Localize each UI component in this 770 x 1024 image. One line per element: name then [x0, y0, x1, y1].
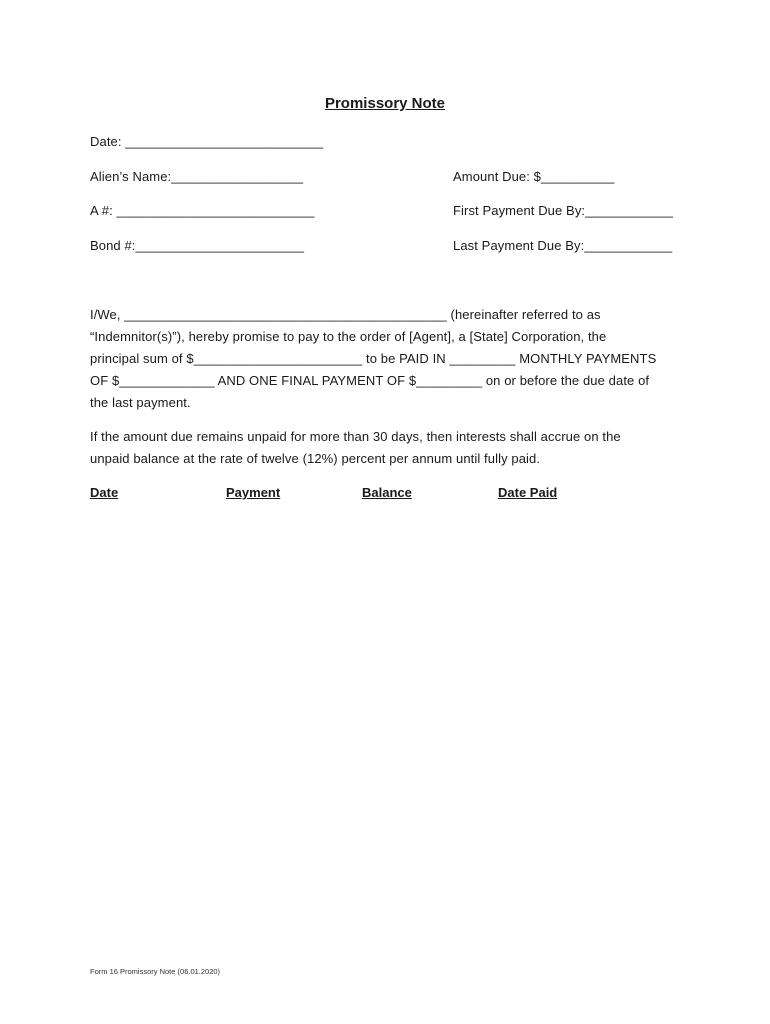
date-field: Date: ___________________________	[90, 134, 324, 149]
table-header-date-paid: Date Paid	[498, 485, 558, 500]
first-payment-due-field: First Payment Due By:____________	[453, 203, 674, 218]
last-payment-due-field: Last Payment Due By:____________	[453, 238, 673, 253]
indemnitor-paragraph: I/We, ____________________________________________ (hereinafter referred to as “Indemnitor(s)”), hereby promise to pay to the order of [Agent], a [State] Corporation, the principal sum of $_______________________ to be PAID IN _________ MONTHLY PAYMENTS OF $_____________ AND ONE FINAL PAYMENT OF $_________ on or before the due date of the last payment.	[90, 307, 657, 410]
a-number-field: A #: ___________________________	[90, 203, 315, 218]
document-title: Promissory Note	[324, 95, 446, 112]
form-footer: Form 16 Promissory Note (06.01.2020)	[90, 967, 221, 976]
table-header-balance: Balance	[362, 485, 412, 500]
interest-paragraph: If the amount due remains unpaid for more than 30 days, then interests shall accrue on the unpaid balance at the rate of twelve (12%) percent per annum until fully paid.	[90, 429, 621, 466]
aliens-name-field: Alien’s Name:__________________	[90, 169, 304, 184]
table-header-payment: Payment	[226, 485, 281, 500]
table-header-date: Date	[90, 485, 119, 500]
amount-due-field: Amount Due: $__________	[453, 169, 615, 184]
bond-number-field: Bond #:_______________________	[90, 238, 305, 253]
